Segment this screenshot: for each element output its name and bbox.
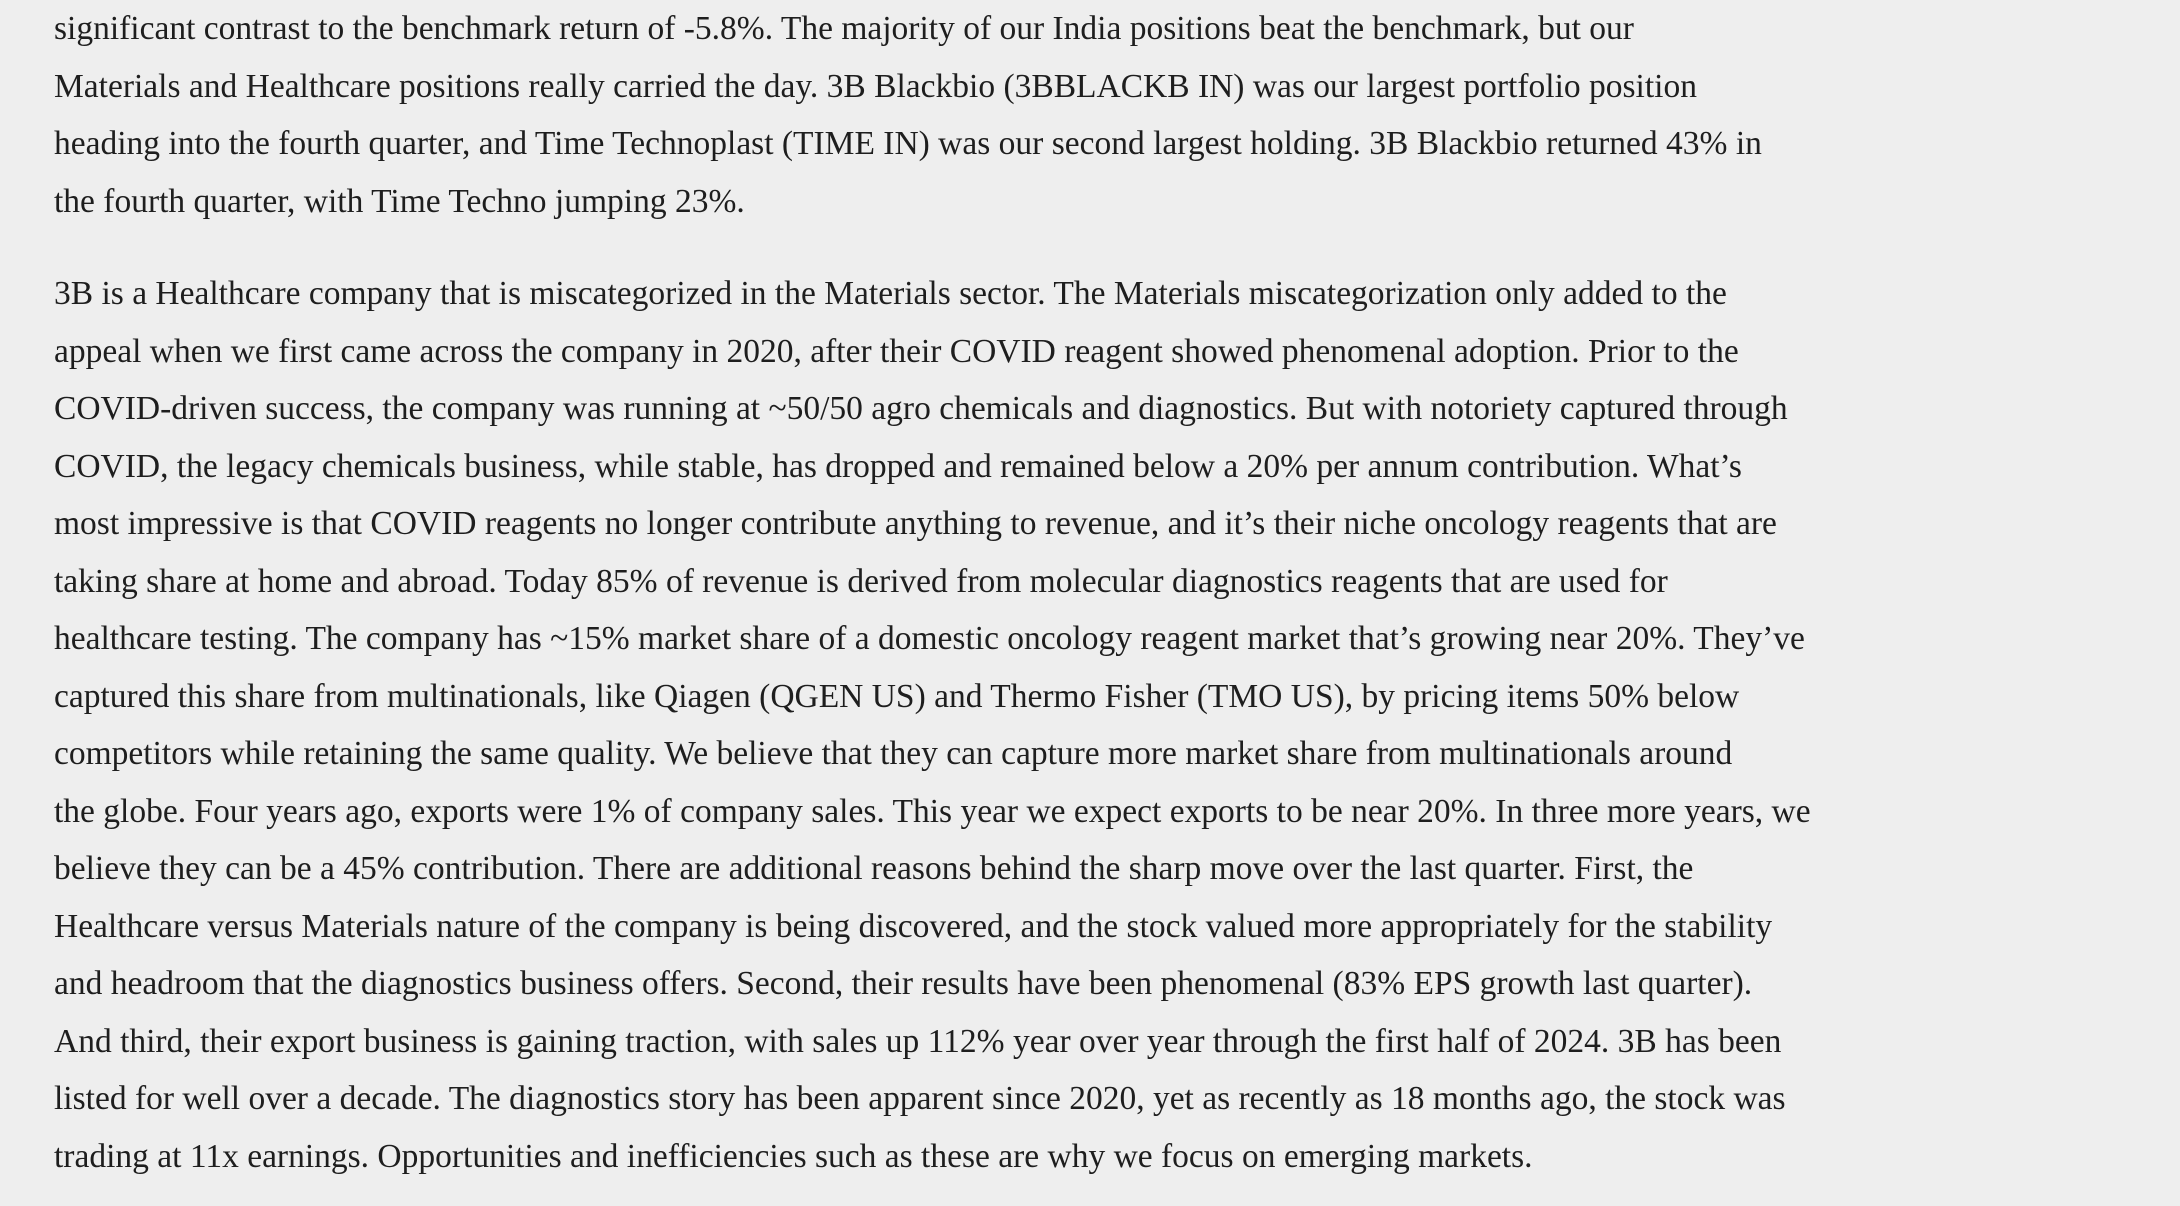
text-line: Healthcare versus Materials nature of the company is being discovered, and the stock valued more appropriately for the stability bbox=[54, 907, 1773, 945]
text-line: most impressive is that COVID reagents no longer contribute anything to revenue, and it’s their niche oncology reagents that are bbox=[54, 505, 1777, 542]
text-line: heading into the fourth quarter, and Time Technoplast (TIME IN) was our second largest holding. 3B Blackbio returned 43% in bbox=[54, 125, 1762, 162]
text-line: the globe. Four years ago, exports were 1% of company sales. This year we expect exports to be near 20%. In three more years, we bbox=[54, 792, 1811, 830]
paragraph-3b-blackbio bbox=[54, 265, 2154, 1185]
text-line: competitors while retaining the same quality. We believe that they can capture more market share from multinationals around bbox=[54, 735, 1733, 772]
article-body bbox=[54, 0, 2154, 1185]
text-line: healthcare testing. The company has ~15% market share of a domestic oncology reagent market that’s growing near 20%. They’ve bbox=[54, 620, 1805, 657]
text-line: captured this share from multinationals, like Qiagen (QGEN US) and Thermo Fisher (TMO US), by pricing items 50% below bbox=[54, 677, 1740, 715]
text-line: 3B is a Healthcare company that is miscategorized in the Materials sector. The Materials miscategorization only added to the bbox=[54, 275, 1727, 312]
text-line: COVID, the legacy chemicals business, while stable, has dropped and remained below a 20% per annum contribution. What’s bbox=[54, 447, 1742, 485]
text-line: appeal when we first came across the company in 2020, after their COVID reagent showed phenomenal adoption. Prior to the bbox=[54, 332, 1739, 370]
text-line: believe they can be a 45% contribution. There are additional reasons behind the sharp move over the last quarter. First, the bbox=[54, 850, 1694, 887]
text-line: Materials and Healthcare positions really carried the day. 3B Blackbio (3BBLACKB IN) was our largest portfolio position bbox=[54, 67, 1697, 105]
paragraph-portfolio-performance bbox=[54, 0, 2154, 230]
text-line: listed for well over a decade. The diagnostics story has been apparent since 2020, yet as recently as 18 months ago, the stock was bbox=[54, 1080, 1786, 1117]
text-line: the fourth quarter, with Time Techno jumping 23%. bbox=[54, 182, 745, 220]
text-line: And third, their export business is gaining traction, with sales up 112% year over year through the first half of 2024. 3B has been bbox=[54, 1022, 1782, 1060]
text-line: COVID-driven success, the company was running at ~50/50 agro chemicals and diagnostics. But with notoriety captured through bbox=[54, 390, 1788, 427]
text-line: trading at 11x earnings. Opportunities and inefficiencies such as these are why we focus on emerging markets. bbox=[54, 1137, 1533, 1175]
text-line: significant contrast to the benchmark return of -5.8%. The majority of our India positions beat the benchmark, but our bbox=[54, 10, 1634, 47]
text-line: and headroom that the diagnostics business offers. Second, their results have been phenomenal (83% EPS growth last quarter). bbox=[54, 965, 1753, 1002]
text-line: taking share at home and abroad. Today 85% of revenue is derived from molecular diagnostics reagents that are used for bbox=[54, 562, 1668, 600]
